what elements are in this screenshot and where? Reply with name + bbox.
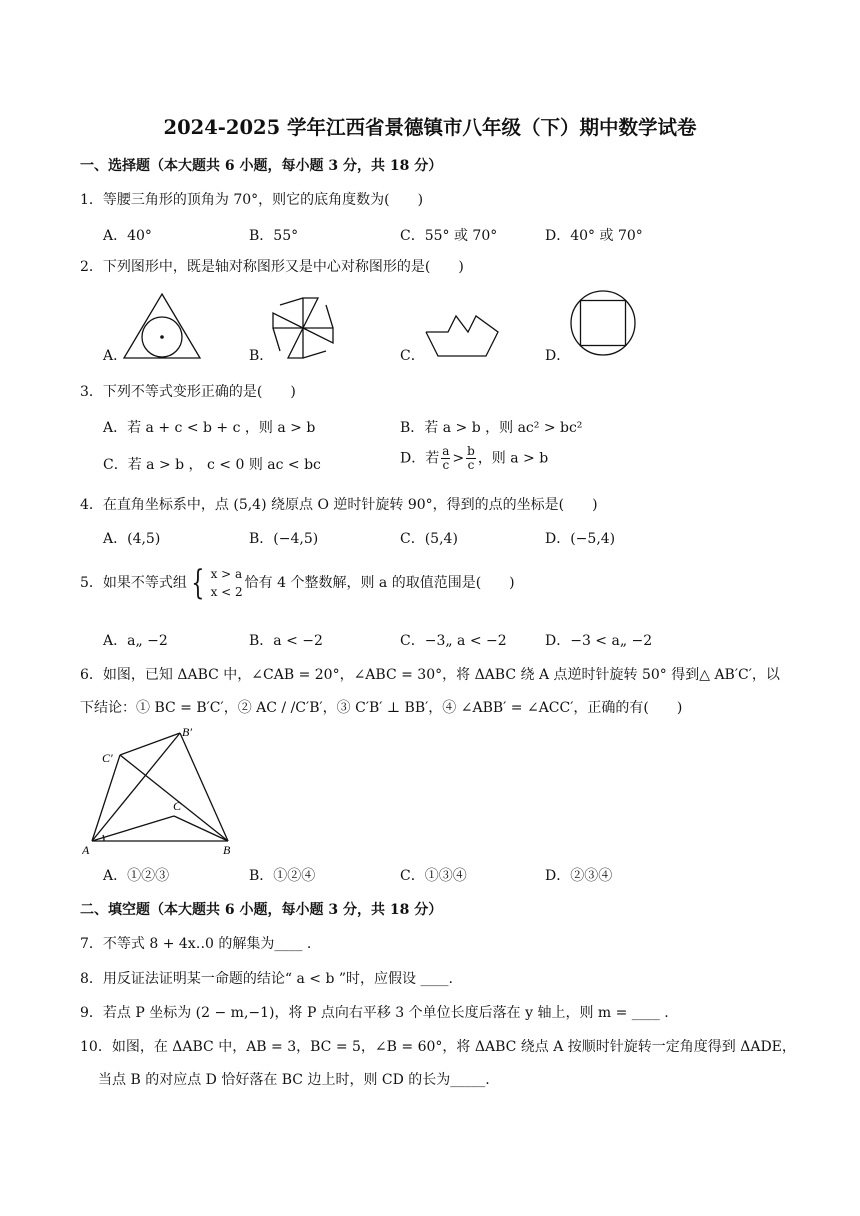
figure-label-c: C [173, 799, 182, 813]
q5-suffix: 恰有 4 个整数解，则 a 的取值范围是( ) [244, 575, 515, 591]
pinwheel-figure [270, 296, 336, 360]
fraction-a-over-c [441, 445, 450, 472]
q6-option-a: A．①②③ [103, 868, 170, 884]
inequality-1: x > a [210, 567, 243, 581]
q3-option-a: A．若 a + c < b + c ，则 a > b [103, 420, 316, 436]
rotation-triangle-figure [82, 724, 242, 858]
figure-label-b-prime: B′ [182, 725, 192, 739]
q4-option-a: A．(4,5) [103, 531, 161, 547]
question-2-stem: 2．下列图形中，既是轴对称图形又是中心对称图形的是( ) [80, 259, 464, 275]
question-1-stem: 1．等腰三角形的顶角为 70°，则它的底角度数为( ) [80, 192, 424, 208]
fraction-numerator: b [467, 444, 475, 458]
q6-option-b: B．①②④ [249, 868, 316, 884]
circle-square-figure [568, 288, 638, 358]
q5-option-d: D．−3 < a„ −2 [545, 633, 653, 649]
greater-than-sign: > [452, 450, 465, 467]
q1-option-d: D．40° 或 70° [545, 228, 643, 244]
fraction-denominator: c [442, 458, 450, 472]
q4-option-c: C．(5,4) [400, 531, 458, 547]
q3-option-d-suffix: ，则 a > b [477, 450, 549, 467]
left-brace-icon: { [191, 563, 205, 603]
question-7: 7．不等式 8 + 4x‥0 的解集为____ . [80, 936, 312, 952]
fraction-numerator: a [442, 444, 450, 458]
inequality-2: x < 2 [210, 585, 243, 599]
q2-option-d-label: D． [545, 348, 571, 364]
q1-option-c: C．55° 或 70° [400, 228, 498, 244]
q3-option-d [400, 445, 548, 472]
q5-option-b: B．a < −2 [249, 633, 323, 649]
q6-option-d: D．②③④ [545, 868, 613, 884]
question-5-stem [80, 565, 515, 601]
section-heading-choice: 一、选择题（本大题共 6 小题，每小题 3 分，共 18 分） [80, 158, 443, 174]
q3-option-b: B．若 a > b ，则 ac² > bc² [400, 420, 583, 436]
figure-label-b: B [223, 843, 231, 857]
q1-option-a: A．40° [103, 228, 152, 244]
q3-option-c: C．若 a > b ， c < 0 则 ac < bc [103, 457, 321, 473]
fraction-denominator: c [467, 458, 475, 472]
question-10-line2: 当点 B 的对应点 D 恰好落在 BC 边上时，则 CD 的长为_____. [98, 1072, 490, 1088]
paper-boat-figure [424, 312, 500, 358]
q4-option-b: B．(−4,5) [249, 531, 319, 547]
triangle-incircle-figure [122, 292, 202, 360]
question-8: 8．用反证法证明某一命题的结论“ a < b ”时，应假设 ____. [80, 971, 453, 987]
q2-option-a-label: A． [103, 348, 128, 364]
inequality-system [211, 565, 243, 601]
page-title: 2024-2025 学年江西省景德镇市八年级（下）期中数学试卷 [163, 116, 697, 139]
figure-label-a: A [82, 843, 90, 857]
fraction-b-over-c [466, 445, 476, 472]
figure-label-c-prime: C′ [102, 751, 113, 765]
q3-option-d-prefix: D．若 [400, 450, 440, 467]
question-3-stem: 3．下列不等式变形正确的是( ) [80, 384, 296, 400]
q2-option-c-label: C． [400, 348, 425, 364]
q2-option-b-label: B． [249, 348, 274, 364]
q4-option-d: D．(−5,4) [545, 531, 616, 547]
q5-option-a: A．a„ −2 [103, 633, 168, 649]
section-heading-fill-in: 二、填空题（本大题共 6 小题，每小题 3 分，共 18 分） [80, 902, 443, 918]
question-9: 9．若点 P 坐标为 (2 − m,−1)，将 P 点向右平移 3 个单位长度后落在 y 轴上，则 m = ____ . [80, 1005, 669, 1021]
q5-prefix: 5．如果不等式组 [80, 575, 187, 591]
question-4-stem: 4．在直角坐标系中，点 (5,4) 绕原点 O 逆时针旋转 90°，得到的点的坐标是( ) [80, 497, 598, 513]
q6-option-c: C．①③④ [400, 868, 467, 884]
question-10-line1: 10．如图，在 ΔABC 中，AB = 3，BC = 5，∠B = 60°，将 ΔABC 绕点 A 按顺时针旋转一定角度得到 ΔADE， [80, 1039, 796, 1055]
question-6-stem-line1: 6．如图，已知 ΔABC 中，∠CAB = 20°，∠ABC = 30°，将 ΔABC 绕 A 点逆时针旋转 50° 得到△ AB′C′，以 [80, 667, 780, 683]
q1-option-b: B．55° [249, 228, 299, 244]
question-6-stem-line2: 下结论：① BC = B′C′，② AC / /C′B′，③ C′B′ ⊥ BB′，④ ∠ABB′ = ∠ACC′，正确的有( ) [80, 700, 683, 716]
q5-option-c: C．−3„ a < −2 [400, 633, 507, 649]
